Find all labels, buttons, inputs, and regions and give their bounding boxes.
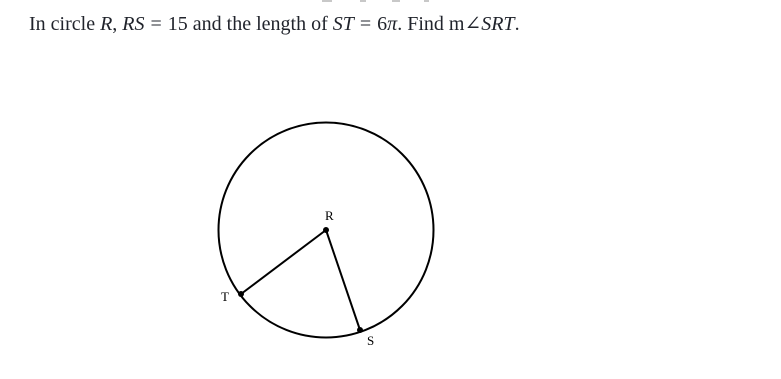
question-prefix: In circle	[29, 13, 101, 35]
arc-name: ST	[332, 13, 354, 35]
angle-name: SRT	[481, 13, 515, 35]
radius-rt	[241, 230, 326, 294]
equals-sign: =	[150, 13, 162, 35]
label-r: R	[325, 208, 334, 223]
arc-value: 6	[377, 13, 388, 35]
rs-value: 15	[167, 13, 188, 35]
question-mid-text: and the length of	[187, 13, 333, 35]
radius-rs	[326, 230, 360, 330]
comma: ,	[112, 13, 118, 35]
circle-name: R	[100, 13, 113, 35]
period: .	[514, 13, 520, 35]
find-text: . Find m	[397, 13, 465, 35]
segment-rs: RS	[122, 13, 145, 35]
point-s	[357, 327, 363, 333]
label-t: T	[221, 289, 229, 304]
equals-sign: =	[359, 13, 372, 35]
point-t	[238, 291, 244, 297]
point-r	[323, 227, 329, 233]
angle-symbol: ∠	[464, 13, 482, 35]
pi-symbol: π	[387, 13, 398, 35]
label-s: S	[367, 333, 375, 348]
